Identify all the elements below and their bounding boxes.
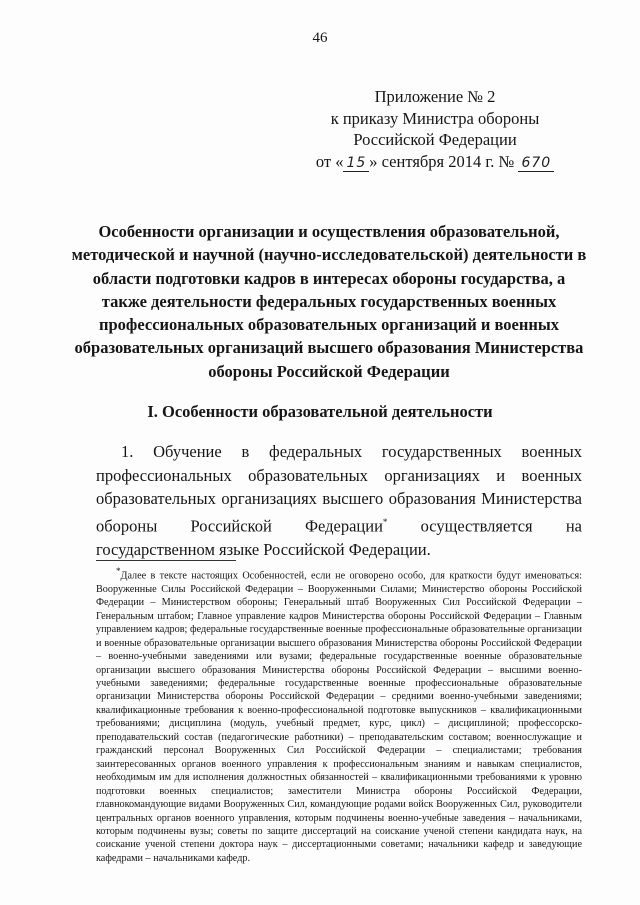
footnote-marker: * bbox=[116, 566, 121, 576]
paragraph-1 bbox=[96, 440, 582, 561]
page-number: 46 bbox=[312, 30, 328, 46]
paragraph-1-text: 1. Обучение в федеральных государственных военных профессиональных образовательных организациях и военных образовательных организациях высшего образования Министерства обороны Российской Федерации bbox=[96, 442, 582, 535]
handwritten-order-number: 670 bbox=[518, 155, 554, 172]
date-prefix: от « bbox=[315, 151, 344, 171]
appendix-header bbox=[300, 86, 570, 174]
handwritten-day: 15 bbox=[343, 155, 369, 172]
appendix-title: Приложение № 2 bbox=[374, 87, 496, 106]
document-title: Особенности организации и осуществления образовательной, методической и научной (научно-исследовательской) деятельности в области подготовки кадров в интересах обороны государства, а также деятельности федеральных государственных военных профессиональных образовательных организаций и военных образовательных организаций высшего образования Министерства обороны Российской Федерации bbox=[71, 222, 587, 381]
section-heading: I. Особенности образовательной деятельности bbox=[147, 402, 493, 421]
footnote bbox=[96, 565, 582, 865]
paragraph-1-text-end: осуществляется на государственном языке Российской Федерации. bbox=[96, 516, 582, 559]
appendix-order-ref: к приказу Министра обороны bbox=[330, 108, 540, 128]
footnote-text: Далее в тексте настоящих Особенностей, если не оговорено особо, для краткости будут именоваться: Вооруженные Силы Российской Федерации – Вооруженными Силами; Министерство обороны Российской Федерации – Министерством обороны; Генеральный штаб Вооруженных Сил Российской Федерации – Генеральным штабом; Главное управление кадров Министерства обороны Российской Федерации – Главным управлением кадров; федеральные государственные военные профессиональные образовательные организации и военные образовательные организации высшего образования Министерства обороны Российской Федерации – военно-учебными заведениями или вузами; федеральные государственные военные образовательные организации высшего образования Министерства обороны Российской Федерации – высшими военно-учебными заведениями; федеральные государственные военные профессиональные образовательные организации Министерства обороны Российской Федерации – средними военно-учебными заведениями; квалификационные требования к военно-профессиональной подготовке выпускников – квалификационными требованиями; дисциплина (модуль, учебный предмет, курс, цикл) – дисциплиной; профессорско-преподавательский состав (педагогические работники) – преподавательским составом; военнослужащие и гражданский персонал Вооруженных Сил Российской Федерации – специалистами; требования заинтересованных органов военного управления к профессиональным знаниям и навыкам специалистов, необходимым им для исполнения должностных обязанностей – квалификационными требованиями к уровню подготовки военных специалистов; заместители Министра обороны Российской Федерации, главнокомандующие видами Вооруженных Сил, командующие родами войск Вооруженных Сил, руководители центральных органов военного управления, которым подчинены военно-учебные заведения – начальниками, которым подчинены вузы; советы по защите диссертаций на соискание ученой степени кандидата наук, на соискание ученой степени доктора наук – диссертационными советами; начальники кафедр и заведующие кафедрами – начальниками кафедр. bbox=[96, 570, 582, 864]
appendix-date-line bbox=[300, 151, 570, 175]
footnote-reference: * bbox=[382, 516, 388, 527]
date-middle: » сентября 2014 г. № bbox=[369, 151, 515, 171]
footnote-divider bbox=[96, 560, 236, 561]
appendix-federation: Российской Федерации bbox=[353, 130, 517, 149]
